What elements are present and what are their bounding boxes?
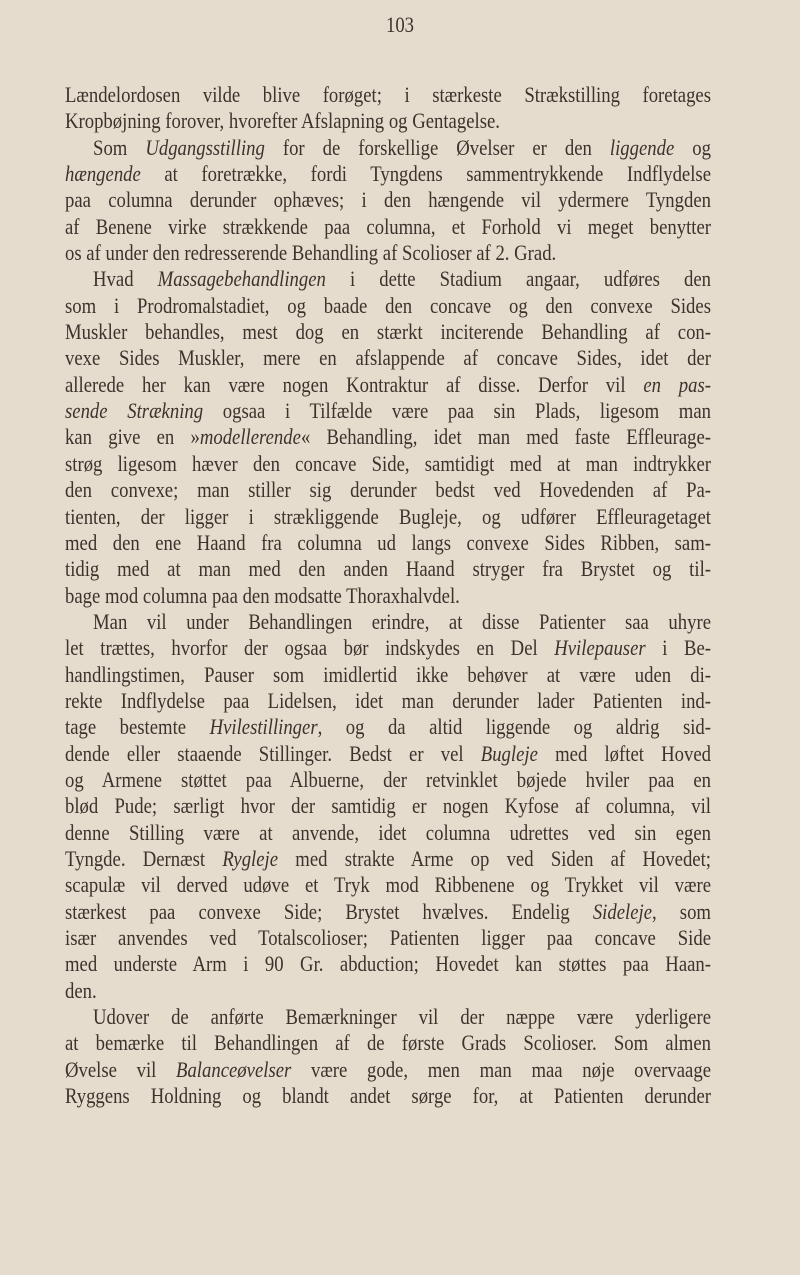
text-line: [65, 583, 711, 609]
text-line: [65, 793, 711, 819]
text-line: [65, 345, 711, 371]
text-segment: Hvad: [93, 266, 158, 292]
italic-text: Bugleje: [480, 740, 538, 766]
text-segment: Muskler behandles, mest dog en stærkt inciterende Behandling af con-: [65, 319, 711, 345]
text-line: [65, 1057, 711, 1083]
italic-text: modellerende: [199, 424, 301, 450]
text-line: [65, 1083, 711, 1109]
italic-text: sende Strækning: [65, 398, 204, 424]
text-segment: Som: [93, 134, 146, 160]
text-line: [65, 872, 711, 898]
text-segment: især anvendes ved Totalscolioser; Patienten ligger paa concave Side: [65, 925, 711, 950]
text-segment: Øvelse vil: [65, 1056, 177, 1082]
text-line: [65, 951, 711, 977]
text-line: [65, 108, 711, 134]
text-segment: med underste Arm i 90 Gr. abduction; Hovedet kan støttes paa Haan-: [65, 951, 711, 977]
page-number: 103: [385, 12, 415, 37]
italic-text: liggende: [609, 134, 675, 160]
text-segment: Ryggens Holdning og blandt andet sørge for, at Patienten derunder: [65, 1083, 711, 1109]
text-segment: af Benene virke strækkende paa columna, et Forhold vi meget benytter: [65, 213, 711, 239]
text-segment: « Behandling, idet man med faste Effleurage-: [300, 424, 712, 450]
text-line: [65, 504, 711, 530]
text-line: [65, 899, 711, 925]
text-segment: Lændelordosen vilde blive forøget; i stærkeste Strækstilling foretages: [65, 82, 711, 107]
body-text: [65, 82, 800, 1109]
text-line: [65, 609, 711, 635]
text-segment: og Armene støttet paa Albuerne, der retvinklet bøjede hviler paa en: [65, 766, 711, 792]
text-segment: som i Prodromalstadiet, og baade den concave og den convexe Sides: [65, 292, 711, 318]
text-segment: at bemærke til Behandlingen af de første Grads Scolioser. Som almen: [65, 1030, 711, 1056]
italic-text: en pas-: [643, 371, 711, 397]
text-line: [65, 319, 711, 345]
text-segment: scapulæ vil derved udøve et Tryk mod Ribbenene og Trykket vil være: [65, 872, 711, 898]
text-segment: være gode, men man maa nøje overvaage: [291, 1056, 711, 1082]
text-line: [65, 424, 711, 450]
text-segment: kan give en »: [65, 424, 200, 450]
italic-text: Hvilestillinger: [209, 714, 318, 740]
text-line: [65, 82, 711, 108]
text-line: [65, 846, 711, 872]
italic-text: hængende: [65, 161, 141, 187]
text-segment: tage bestemte: [65, 714, 210, 740]
text-segment: rekte Indflydelse paa Lidelsen, idet man derunder lader Patienten ind-: [65, 687, 711, 713]
text-line: [65, 477, 711, 503]
text-line: [65, 978, 711, 1004]
text-line: [65, 266, 711, 292]
italic-text: Balanceøvelser: [176, 1056, 292, 1082]
text-segment: bage mod columna paa den modsatte Thoraxhalvdel.: [65, 582, 460, 608]
text-segment: for de forskellige Øvelser er den: [264, 134, 610, 160]
text-segment: med den ene Haand fra columna ud langs convexe Sides Ribben, sam-: [65, 529, 711, 555]
text-segment: med løftet Hoved: [537, 740, 711, 766]
text-line: [65, 214, 711, 240]
text-line: [65, 372, 711, 398]
italic-text: Sideleje: [592, 898, 653, 924]
text-segment: tidig med at man med den anden Haand stryger fra Brystet og til-: [65, 556, 711, 582]
text-segment: ogsaa i Tilfælde være paa sin Plads, ligesom man: [203, 398, 711, 424]
text-segment: , som: [652, 898, 711, 924]
text-segment: med strakte Arme op ved Siden af Hovedet;: [278, 845, 711, 871]
text-segment: den convexe; man stiller sig derunder bedst ved Hovedenden af Pa-: [65, 477, 711, 503]
text-line: [65, 556, 711, 582]
text-segment: handlingstimen, Pauser som imidlertid ikke behøver at være uden di-: [65, 661, 711, 687]
italic-text: Rygleje: [222, 845, 279, 871]
italic-text: Udgangsstilling: [145, 134, 265, 160]
text-segment: dende eller staaende Stillinger. Bedst er vel: [65, 740, 481, 766]
text-segment: stærkest paa convexe Side; Brystet hvælves. Endelig: [65, 898, 593, 924]
text-line: [65, 714, 711, 740]
text-line: [65, 135, 711, 161]
text-segment: vexe Sides Muskler, mere en afslappende af concave Sides, idet der: [65, 345, 711, 371]
text-segment: tienten, der ligger i strækliggende Bugleje, og udfører Effleuragetaget: [65, 503, 711, 529]
text-line: [65, 925, 711, 951]
text-line: [65, 741, 711, 767]
text-segment: Tyngde. Dernæst: [65, 845, 223, 871]
text-line: [65, 161, 711, 187]
text-segment: denne Stilling være at anvende, idet columna udrettes ved sin egen: [65, 819, 711, 845]
text-segment: blød Pude; særligt hvor der samtidig er nogen Kyfose af columna, vil: [65, 793, 711, 819]
text-segment: i Be-: [645, 635, 711, 661]
text-segment: den.: [65, 977, 97, 1003]
text-line: [65, 767, 711, 793]
text-line: [65, 293, 711, 319]
text-line: [65, 688, 711, 714]
text-segment: os af under den redresserende Behandling af Scolioser af 2. Grad.: [65, 240, 557, 266]
text-segment: let trættes, hvorfor der ogsaa bør indskydes en Del: [65, 635, 555, 661]
text-segment: allerede her kan være nogen Kontraktur af disse. Derfor vil: [65, 371, 644, 397]
text-segment: og: [674, 134, 711, 160]
text-line: [65, 240, 711, 266]
text-line: [65, 1004, 711, 1030]
text-line: [65, 398, 711, 424]
italic-text: Hvilepauser: [554, 635, 646, 661]
text-line: [65, 635, 711, 661]
text-line: [65, 187, 711, 213]
text-line: [65, 662, 711, 688]
text-segment: Man vil under Behandlingen erindre, at disse Patienter saa uhyre: [93, 608, 712, 634]
text-line: [65, 451, 711, 477]
text-line: [65, 820, 711, 846]
text-line: [65, 1030, 711, 1056]
text-segment: Udover de anførte Bemærkninger vil der næppe være yderligere: [93, 1004, 712, 1030]
text-segment: Kropbøjning forover, hvorefter Afslapning og Gentagelse.: [65, 108, 500, 134]
text-segment: paa columna derunder ophæves; i den hængende vil ydermere Tyngden: [65, 187, 711, 213]
text-segment: i dette Stadium angaar, udføres den: [325, 266, 711, 292]
text-line: [65, 530, 711, 556]
text-segment: strøg ligesom hæver den concave Side, samtidigt med at man indtrykker: [65, 450, 711, 476]
text-segment: , og da altid liggende og aldrig sid-: [317, 714, 711, 740]
italic-text: Massagebehandlingen: [157, 266, 326, 292]
text-segment: at foretrække, fordi Tyngdens sammentrykkende Indflydelse: [140, 161, 712, 187]
